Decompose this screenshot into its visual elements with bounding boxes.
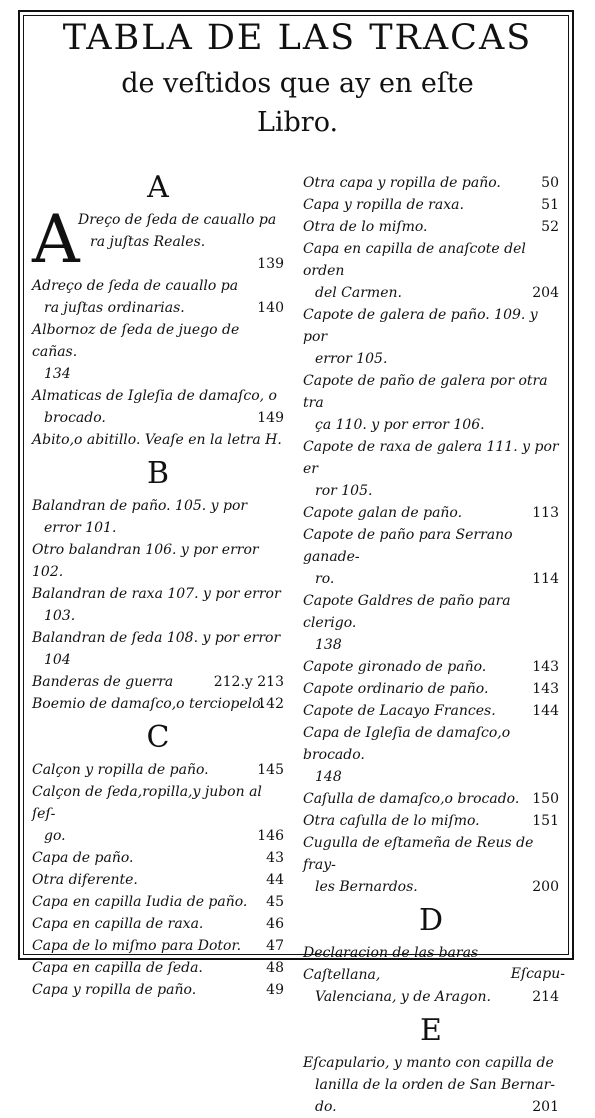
page-number: 47 <box>266 938 284 954</box>
entry-line: ro. <box>315 571 335 587</box>
page-number: 214 <box>532 989 559 1005</box>
entry-line: ra juſtas Reales. <box>90 234 206 250</box>
page-number: 140 <box>257 300 284 316</box>
index-entry <box>303 216 559 238</box>
index-entry <box>303 370 559 436</box>
entry-line: Almaticas de Igleſia de damaſco, o <box>32 388 277 404</box>
page-number: 113 <box>532 505 559 521</box>
entry-line: Capa y ropilla de raxa. <box>303 197 464 213</box>
entry-line: Balandran de paño. 105. y por <box>32 498 248 514</box>
entry-line: Boemio de damaſco,o terciopelo. <box>32 696 265 712</box>
page-number: 43 <box>266 850 284 866</box>
entry-line: Capa en capilla de anaſcote del orden <box>303 241 526 279</box>
entry-line: Capote Galdres de paño para clerigo. <box>303 593 511 631</box>
entry-line: lanilla de la orden de San Bernar- <box>315 1077 556 1093</box>
index-entry <box>303 172 559 194</box>
entry-line: Otro balandran 106. y por error 102. <box>32 542 259 580</box>
entry-line: error 105. <box>315 351 388 367</box>
entry-line: Capote de Lacayo Frances. <box>303 703 496 719</box>
index-entry <box>32 979 284 1001</box>
index-entry <box>32 913 284 935</box>
index-entry <box>32 319 284 385</box>
page-number: 201 <box>532 1099 559 1115</box>
index-entry <box>32 869 284 891</box>
entry-line: ror 105. <box>315 483 373 499</box>
entry-line: Albornoz de ſeda de juego de cañas. <box>32 322 240 360</box>
index-entry <box>303 656 559 678</box>
page-number: 204 <box>532 285 559 301</box>
entry-line: Capote ordinario de paño. <box>303 681 489 697</box>
entry-line: les Bernardos. <box>315 879 418 895</box>
entry-line: 134 <box>44 366 71 382</box>
index-entry <box>32 693 284 715</box>
title-line-1: TABLA DE LAS TRACAS <box>62 18 533 58</box>
section-letter: B <box>146 456 170 491</box>
page-number: 46 <box>266 916 284 932</box>
entry-line: Balandran de raxa 107. y por error <box>32 586 281 602</box>
section-letter: A <box>147 170 169 205</box>
index-entry <box>303 788 559 810</box>
page-number: 144 <box>532 703 559 719</box>
entry-line: Capa en capilla de ſeda. <box>32 960 203 976</box>
index-entry <box>32 847 284 869</box>
section-letter: C <box>146 720 170 755</box>
page-number: 50 <box>541 175 559 191</box>
index-entry <box>32 671 284 693</box>
entry-line: Capa en capilla Iudia de paño. <box>32 894 248 910</box>
index-entry <box>32 891 284 913</box>
entry-line: Otra diferente. <box>32 872 138 888</box>
index-entry <box>303 524 559 590</box>
index-entry <box>32 583 284 627</box>
entry-line: ra juſtas ordinarias. <box>44 300 185 316</box>
entry-line: Capa y ropilla de paño. <box>32 982 197 998</box>
entry-line: Capote de paño de galera por otra tra <box>303 373 548 411</box>
index-entry <box>303 304 559 370</box>
left-column <box>32 165 284 1001</box>
entry-line: Caſulla de damaſco,o brocado. <box>303 791 520 807</box>
entry-line: Abito,o abitillo. Veaſe en la letra H. <box>32 432 282 448</box>
entry-line: Balandran de ſeda 108. y por error <box>32 630 281 646</box>
index-entry <box>32 759 284 781</box>
entry-line: Declaracion de las baras Caſtellana, <box>303 945 479 983</box>
index-entry <box>32 385 284 429</box>
entry-line: Otra de lo miſmo. <box>303 219 428 235</box>
page-number: 150 <box>532 791 559 807</box>
title-line-2: de veſtidos que ay en eſte <box>121 68 474 99</box>
page-number: 151 <box>532 813 559 829</box>
index-entry <box>32 957 284 979</box>
entry-line: Capote de galera de paño. 109. y por <box>303 307 538 345</box>
index-entry <box>32 781 284 847</box>
entry-line: Dreço de ſeda de cauallo pa <box>78 212 277 228</box>
index-entry <box>303 700 559 722</box>
entry-line: Cugulla de eſtameña de Reus de fray- <box>303 835 534 873</box>
entry-line: Calçon y ropilla de paño. <box>32 762 209 778</box>
index-entry <box>303 194 559 216</box>
entry-line: Banderas de guerra <box>32 674 174 690</box>
page-number: 142 <box>257 696 284 712</box>
entry-line: del Carmen. <box>315 285 402 301</box>
entry-line: 138 <box>315 637 342 653</box>
index-entry <box>303 832 559 898</box>
index-entry <box>32 495 284 539</box>
page-number: 146 <box>257 828 284 844</box>
section-letter: D <box>418 903 444 938</box>
index-entry <box>303 590 559 656</box>
page-number: 51 <box>541 197 559 213</box>
index-entry <box>303 238 559 304</box>
page-number: 145 <box>257 762 284 778</box>
page-number: 200 <box>532 879 559 895</box>
page-number: 49 <box>266 982 284 998</box>
drop-cap: A <box>32 201 80 278</box>
index-entry <box>32 539 284 583</box>
entry-line: ça 110. y por error 106. <box>315 417 485 433</box>
page-number: 143 <box>532 659 559 675</box>
entry-line: Calçon de ſeda,ropilla,y jubon al ſeſ- <box>32 784 262 822</box>
index-entry <box>303 678 559 700</box>
entry-line: Otra caſulla de lo miſmo. <box>303 813 480 829</box>
entry-line: error 101. <box>44 520 117 536</box>
page-number: 212.y 213 <box>213 674 284 690</box>
page-number: 48 <box>266 960 284 976</box>
entry-line: Capa en capilla de raxa. <box>32 916 204 932</box>
entry-line: 104 <box>44 652 71 668</box>
entry-line: Capote de paño para Serrano ganade- <box>303 527 513 565</box>
section-letter: E <box>420 1013 442 1048</box>
page-number: 139 <box>257 256 284 272</box>
index-entry <box>303 810 559 832</box>
entry-line: Capote de raxa de galera 111. y por er <box>303 439 559 477</box>
index-entry <box>32 201 284 278</box>
entry-line: go. <box>44 828 66 844</box>
page-number: 44 <box>266 872 284 888</box>
title-line-3: Libro. <box>256 107 339 138</box>
index-entry <box>32 275 284 319</box>
entry-line: Capote galan de paño. <box>303 505 463 521</box>
entry-line: Capa de paño. <box>32 850 134 866</box>
page-number: 52 <box>541 219 559 235</box>
entry-line: Eſcapulario, y manto con capilla de <box>303 1055 554 1071</box>
entry-line: brocado. <box>44 410 106 426</box>
page-number: 45 <box>266 894 284 910</box>
entry-line: Capa de lo miſmo para Dotor. <box>32 938 242 954</box>
entry-line: Otra capa y ropilla de paño. <box>303 175 501 191</box>
entry-line: 103. <box>44 608 76 624</box>
entry-line: Valenciana, y de Aragon. <box>315 989 491 1005</box>
catchword: Eſcapu- <box>510 966 565 982</box>
entry-line: do. <box>315 1099 337 1115</box>
index-entry <box>303 722 559 788</box>
index-entry <box>303 502 559 524</box>
index-entry <box>303 436 559 502</box>
index-entry <box>32 627 284 671</box>
page-number: 149 <box>257 410 284 426</box>
entry-line: Adreço de ſeda de cauallo pa <box>32 278 239 294</box>
page-number: 143 <box>532 681 559 697</box>
page-number: 114 <box>532 571 559 587</box>
index-entry <box>32 429 284 451</box>
index-entry <box>303 1052 559 1118</box>
entry-line: Capa de Igleſia de damaſco,o brocado. <box>303 725 511 763</box>
entry-line: 148 <box>315 769 342 785</box>
entry-line: Capote gironado de paño. <box>303 659 487 675</box>
index-entry <box>32 935 284 957</box>
